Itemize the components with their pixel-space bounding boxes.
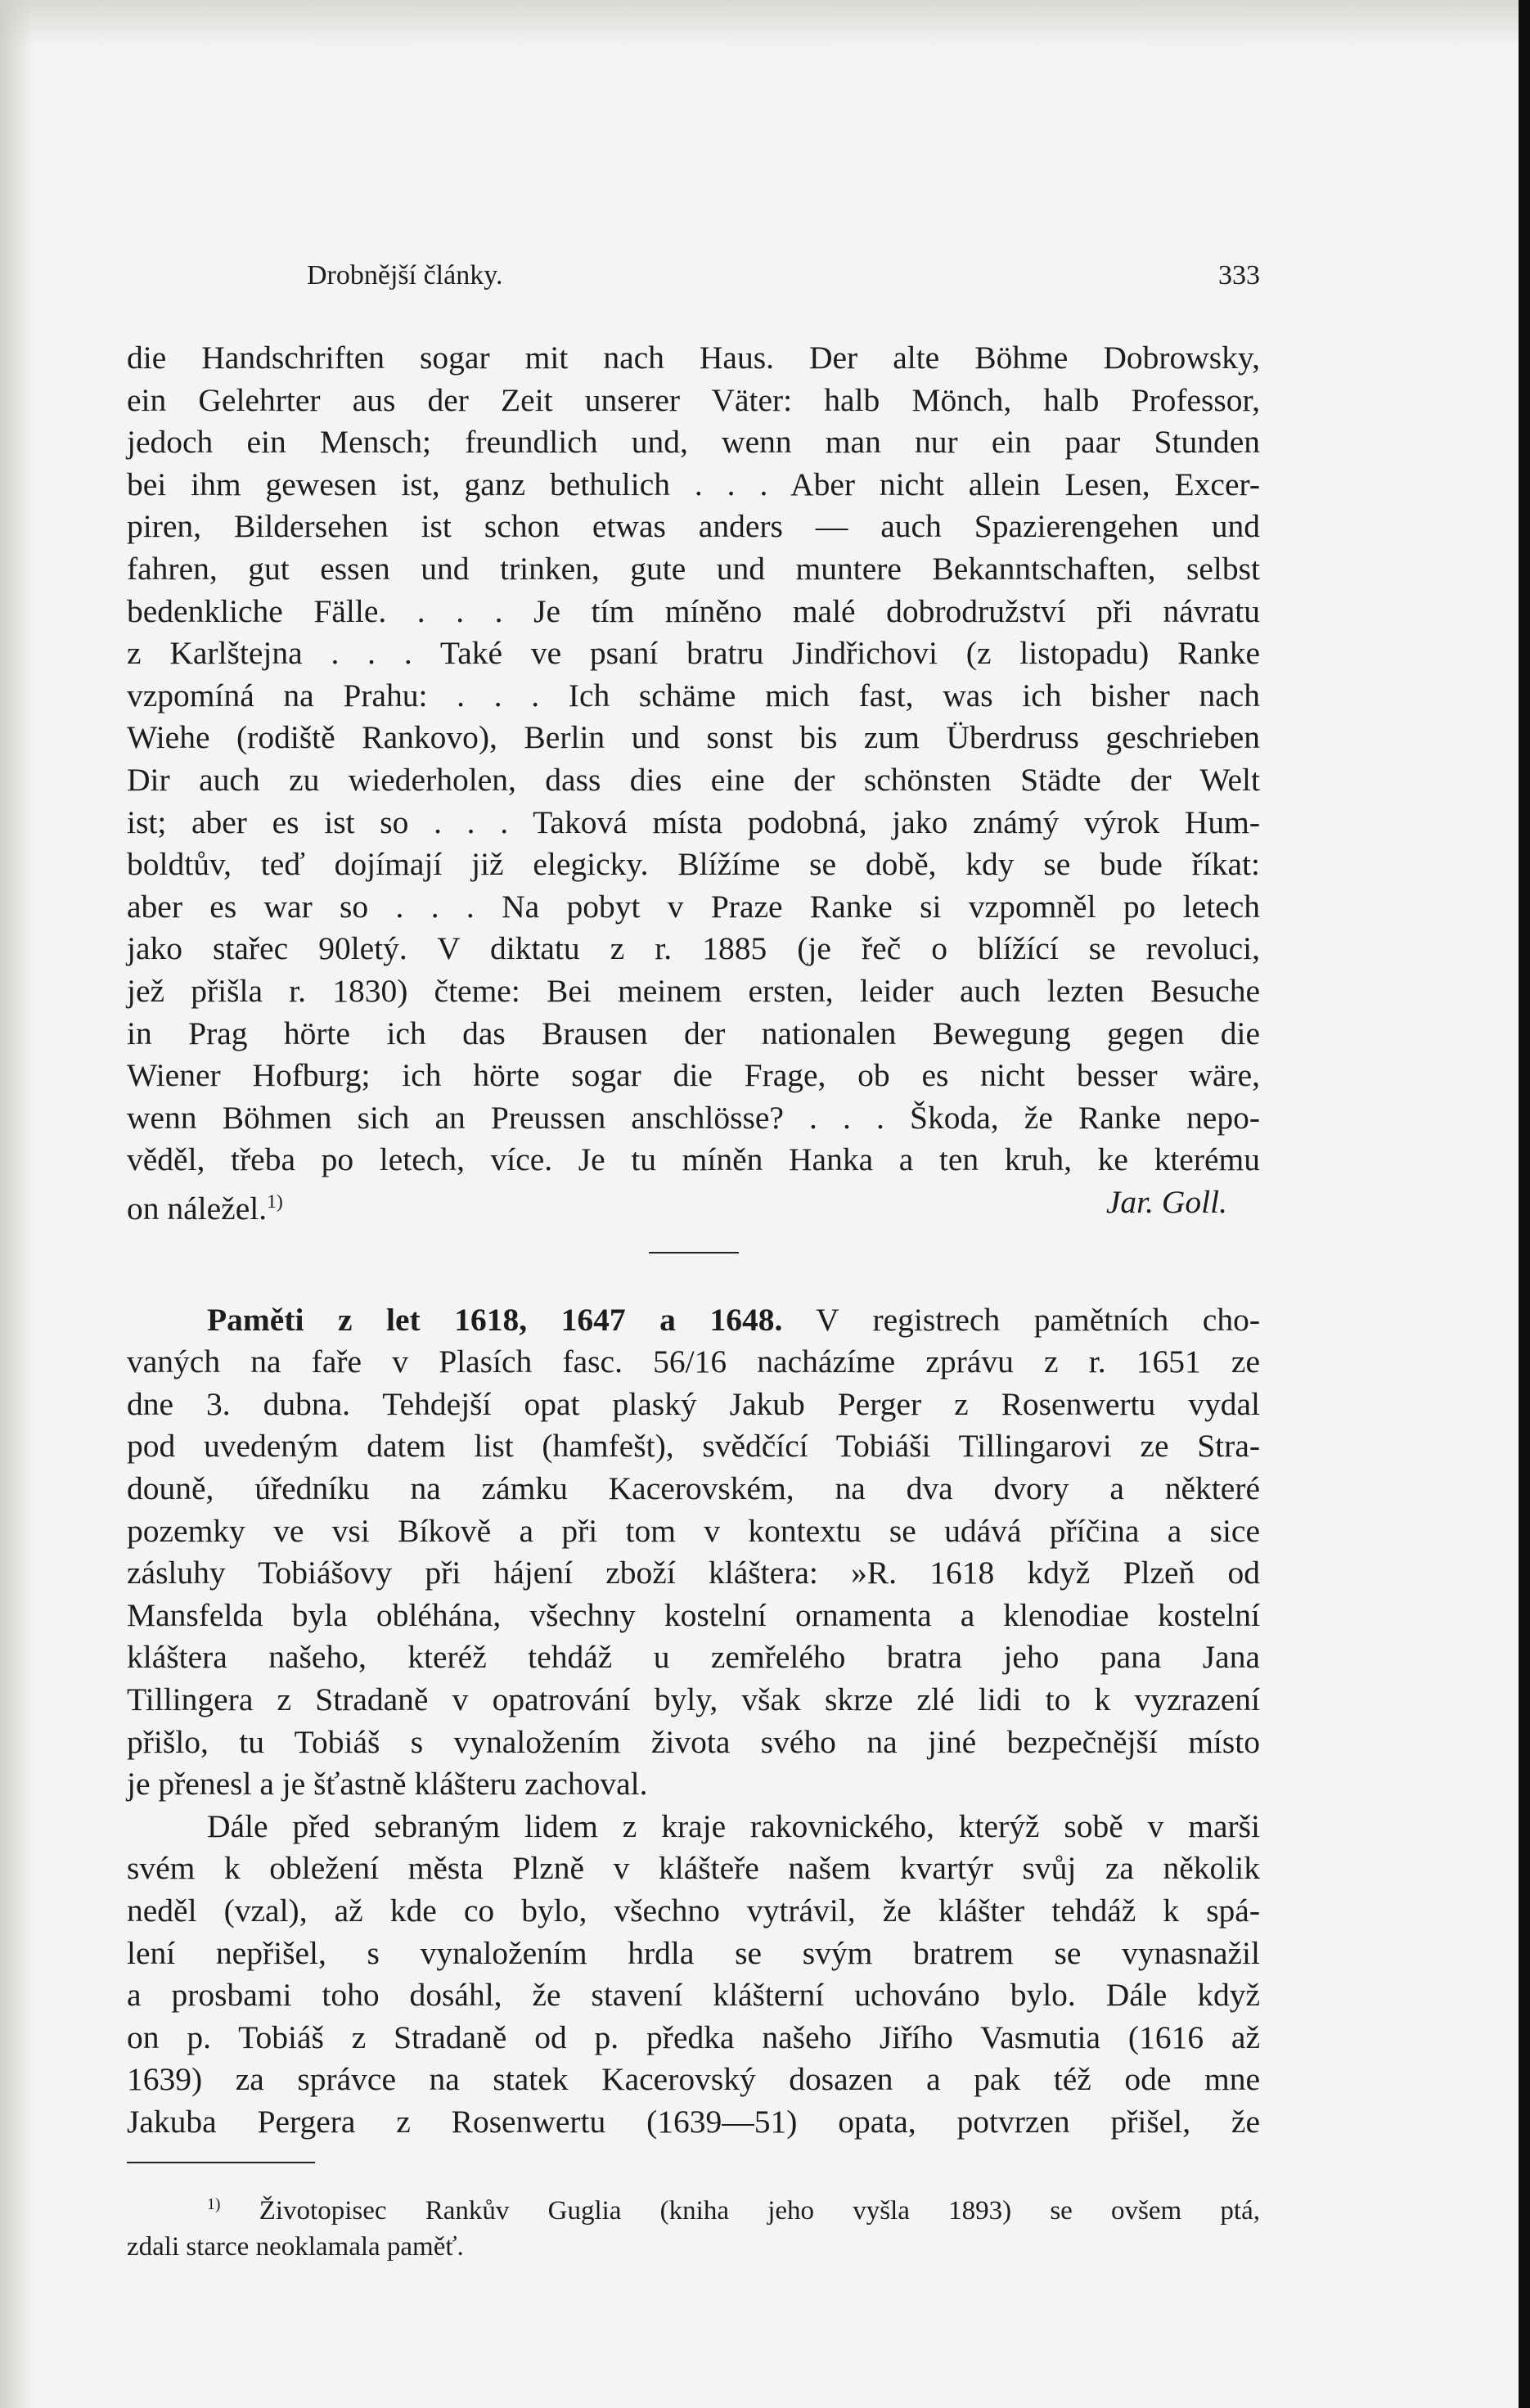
text-line: fahren, gut essen und trinken, gute und muntere Bekanntschaften, selbst bbox=[127, 550, 1260, 587]
footnote-text bbox=[127, 2186, 1260, 2265]
text-line: jedoch ein Mensch; freundlich und, wenn man nur ein paar Stunden bbox=[127, 424, 1260, 461]
text-line: bedenkliche Fälle. . . . Je tím míněno malé dobrodružství při návratu bbox=[127, 592, 1260, 629]
text-line: a prosbami toho dosáhl, že stavení klášterní uchováno bylo. Dále když bbox=[127, 1977, 1260, 2014]
text-line: lení nepřišel, s vynaložením hrdla se svým bratrem se vynasnažil bbox=[127, 1934, 1260, 1971]
text-line: die Handschriften sogar mit nach Haus. Der alte Böhme Dobrowsky, bbox=[127, 340, 1260, 376]
paragraph-ranke bbox=[127, 337, 1260, 1231]
text-line: jež přišla r. 1830) čteme: Bei meinem ersten, leider auch lezten Besuche bbox=[127, 972, 1260, 1009]
running-head bbox=[127, 260, 1260, 301]
text-line: Dále před sebraným lidem z kraje rakovnického, kterýž sobě v marši bbox=[207, 1807, 1260, 1844]
paragraph-dale bbox=[127, 1806, 1260, 2144]
text-line bbox=[127, 2186, 1260, 2229]
text-line: in Prag hörte ich das Brausen der nationalen Bewegung gegen die bbox=[127, 1015, 1260, 1051]
text-line: on p. Tobiáš z Stradaně od p. předka našeho Jiřího Vasmutia (1616 až bbox=[127, 2019, 1260, 2055]
text-line: douně, úředníku na zámku Kacerovském, na dva dvory a některé bbox=[127, 1470, 1260, 1506]
paragraph-pameti-cont bbox=[127, 1341, 1260, 1806]
text-line: Mansfelda byla obléhána, všechny kostelní ornamenta a klenodiae kostelní bbox=[127, 1596, 1260, 1633]
text-line: Dir auch zu wiederholen, dass dies eine der schönsten Städte der Welt bbox=[127, 761, 1260, 798]
text-line: 1639) za správce na statek Kacerovský dosazen a pak též ode mne bbox=[127, 2061, 1260, 2098]
footnote-reference: 1) bbox=[267, 1190, 283, 1213]
text-line: piren, Bildersehen ist schon etwas anders — auch Spazierengehen und bbox=[127, 508, 1260, 545]
footnote-rule bbox=[127, 2162, 315, 2163]
footnote bbox=[127, 2186, 1260, 2265]
text-line: bei ihm gewesen ist, ganz bethulich . . . Aber nicht allein Lesen, Excer- bbox=[127, 466, 1260, 502]
text-line: Tillingera z Stradaně v opatrování byly, však skrze zlé lidi to k vyzrazení bbox=[127, 1681, 1260, 1717]
text-line: svém k obležení města Plzně v klášteře našem kvartýr svůj za několik bbox=[127, 1850, 1260, 1887]
scan-shadow-left bbox=[0, 0, 33, 2408]
page-number: 333 bbox=[1218, 260, 1260, 290]
text-line: Jakuba Pergera z Rosenwertu (1639—51) opata, potvrzen přišel, že bbox=[127, 2103, 1260, 2140]
text-line: aber es war so . . . Na pobyt v Praze Ranke si vzpomněl po letech bbox=[127, 888, 1260, 925]
text-line: zásluhy Tobiášovy při hájení zboží kláštera: »R. 1618 když Plzeň od bbox=[127, 1555, 1260, 1591]
running-head-title: Drobnější články. bbox=[307, 260, 503, 290]
section-title: Paměti z let 1618, 1647 a 1648. bbox=[207, 1301, 783, 1338]
text-line: kláštera našeho, kteréž tehdáž u zemřelého bratra jeho pana Jana bbox=[127, 1639, 1260, 1676]
text-line: přišlo, tu Tobiáš s vynaložením života svého na jiné bezpečnější místo bbox=[127, 1723, 1260, 1760]
text-line: dne 3. dubna. Tehdejší opat plaský Jakub Perger z Rosenwertu vydal bbox=[127, 1385, 1260, 1422]
text-line: zdali starce neoklamala paměť. bbox=[127, 2231, 464, 2262]
author-signature: Jar. Goll. bbox=[1105, 1183, 1227, 1220]
text-line: vzpomíná na Prahu: . . . Ich schäme mich fast, was ich bisher nach bbox=[127, 677, 1260, 713]
text-line: Wiener Hofburg; ich hörte sogar die Frage, ob es nicht besser wäre, bbox=[127, 1057, 1260, 1094]
text-line: on náležel. bbox=[127, 1190, 268, 1227]
text-line: vaných na faře v Plasích fasc. 56/16 nacházíme zprávu z r. 1651 ze bbox=[127, 1344, 1260, 1380]
text-line: jako stařec 90letý. V diktatu z r. 1885 (je řeč o blížící se revoluci, bbox=[127, 930, 1260, 967]
text-fragment: V registrech pamětních cho- bbox=[816, 1301, 1260, 1338]
text-line: ein Gelehrter aus der Zeit unserer Väter: halb Mönch, halb Professor, bbox=[127, 381, 1260, 418]
footnote-marker: 1) bbox=[207, 2194, 221, 2213]
section-divider bbox=[649, 1252, 739, 1254]
text-line: boldtův, teď dojímají již elegicky. Blížíme se době, kdy se bude říkat: bbox=[127, 846, 1260, 883]
text-line: věděl, třeba po letech, více. Je tu míněn Hanka a ten kruh, ke kterému bbox=[127, 1141, 1260, 1178]
book-page bbox=[127, 260, 1260, 2265]
text-line bbox=[127, 1299, 1260, 1342]
text-line: wenn Böhmen sich an Preussen anschlösse? . . . Škoda, že Ranke nepo- bbox=[127, 1099, 1260, 1136]
text-line: je přenesl a je šťastně klášteru zachoval. bbox=[127, 1766, 648, 1803]
text-fragment: Životopisec Rankův Guglia (kniha jeho vyšla 1893) se ovšem ptá, bbox=[259, 2195, 1260, 2226]
text-line: neděl (vzal), až kde co bylo, všechno vytrávil, že klášter tehdáž k spá- bbox=[127, 1892, 1260, 1929]
text-line: pozemky ve vsi Bíkově a při tom v kontextu se udává příčina a sice bbox=[127, 1512, 1260, 1549]
page-body bbox=[127, 337, 1260, 2265]
closing-line bbox=[127, 1181, 1260, 1231]
paragraph-pameti bbox=[127, 1299, 1260, 1342]
text-line: pod uvedeným datem list (hamfešt), svědčící Tobiáši Tillingarovi ze Stra- bbox=[127, 1428, 1260, 1465]
text-line: Wiehe (rodiště Rankovo), Berlin und sonst bis zum Überdruss geschrieben bbox=[127, 719, 1260, 756]
scan-shadow-top bbox=[0, 0, 1530, 49]
scan-border-right bbox=[1519, 0, 1530, 2408]
text-line: ist; aber es ist so . . . Taková místa podobná, jako známý výrok Hum- bbox=[127, 803, 1260, 840]
text-line: z Karlštejna . . . Také ve psaní bratru Jindřichovi (z listopadu) Ranke bbox=[127, 635, 1260, 672]
